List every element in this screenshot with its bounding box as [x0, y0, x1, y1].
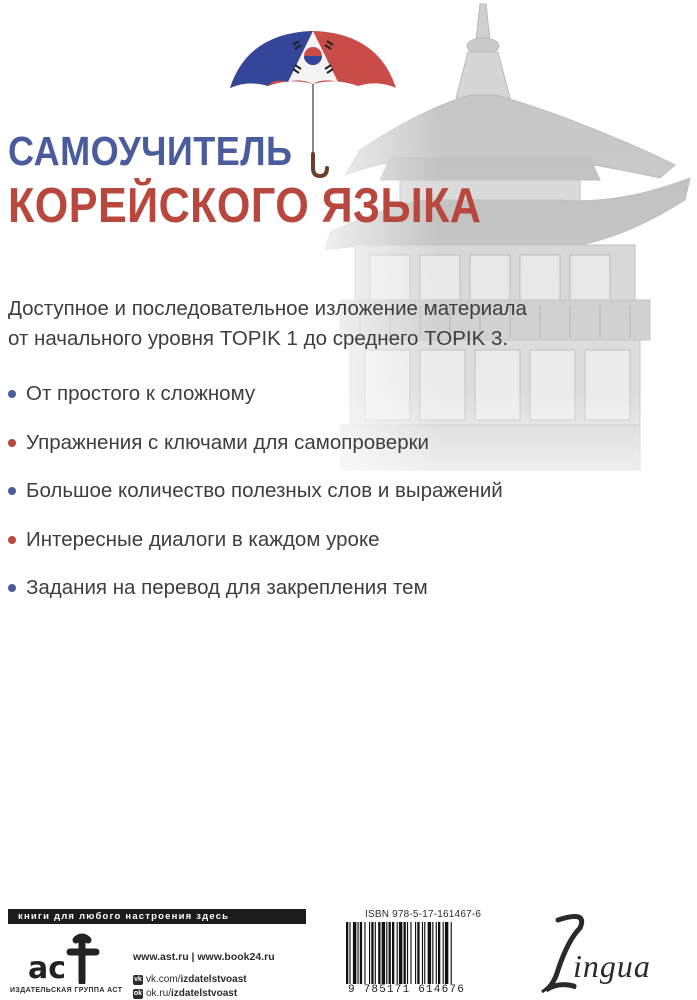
- title-line-2: КОРЕЙСКОГО ЯЗЫКА: [8, 179, 482, 233]
- bullet-icon: [8, 439, 16, 447]
- ast-publisher-logo: [26, 932, 106, 984]
- svg-text:ас: ас: [28, 951, 67, 984]
- web-links[interactable]: www.ast.ru | www.book24.ru: [133, 951, 275, 963]
- vk-handle: izdatelstvoast: [180, 974, 247, 985]
- lingua-imprint-text: ingua: [573, 948, 651, 984]
- intro-paragraph: [8, 294, 568, 354]
- isbn-label: ISBN 978-5-17-161467-6: [365, 909, 482, 920]
- intro-line-1: Доступное и последовательное изложение материала: [8, 297, 527, 320]
- barcode-number: 9 785171 614676: [348, 984, 466, 996]
- ok-icon: ok: [133, 989, 143, 997]
- intro-line-2: от начального уровня TOPIK 1 до среднего TOPIK 3.: [8, 327, 509, 350]
- bullet-icon: [8, 390, 16, 398]
- feature-text: Интересные диалоги в каждом уроке: [26, 527, 380, 551]
- publisher-group-label: ИЗДАТЕЛЬСКАЯ ГРУППА АСТ: [10, 987, 123, 994]
- vk-link[interactable]: [133, 974, 247, 985]
- ok-link[interactable]: [133, 988, 237, 999]
- feature-item: [8, 370, 503, 419]
- vk-icon: vk: [134, 975, 142, 983]
- bullet-icon: [8, 487, 16, 495]
- feature-list: [8, 370, 503, 613]
- ok-prefix: ok.ru/: [146, 988, 172, 999]
- barcode-image: [344, 922, 499, 987]
- feature-item: [8, 564, 503, 613]
- feature-text: Упражнения с ключами для самопроверки: [26, 430, 430, 454]
- vk-prefix: vk.com/: [146, 974, 181, 985]
- ok-handle: izdatelstvoast: [171, 988, 238, 999]
- feature-text: Большое количество полезных слов и выражений: [26, 479, 503, 503]
- feature-item: [8, 419, 503, 468]
- feature-text: Задания на перевод для закрепления тем: [26, 576, 428, 600]
- title-line-1: САМОУЧИТЕЛЬ: [8, 128, 293, 174]
- tagline-bar: книги для любого настроения здесь: [8, 909, 306, 924]
- bullet-icon: [8, 584, 16, 592]
- feature-item: [8, 516, 503, 565]
- feature-item: [8, 467, 503, 516]
- feature-text: От простого к сложному: [26, 382, 256, 406]
- bullet-icon: [8, 536, 16, 544]
